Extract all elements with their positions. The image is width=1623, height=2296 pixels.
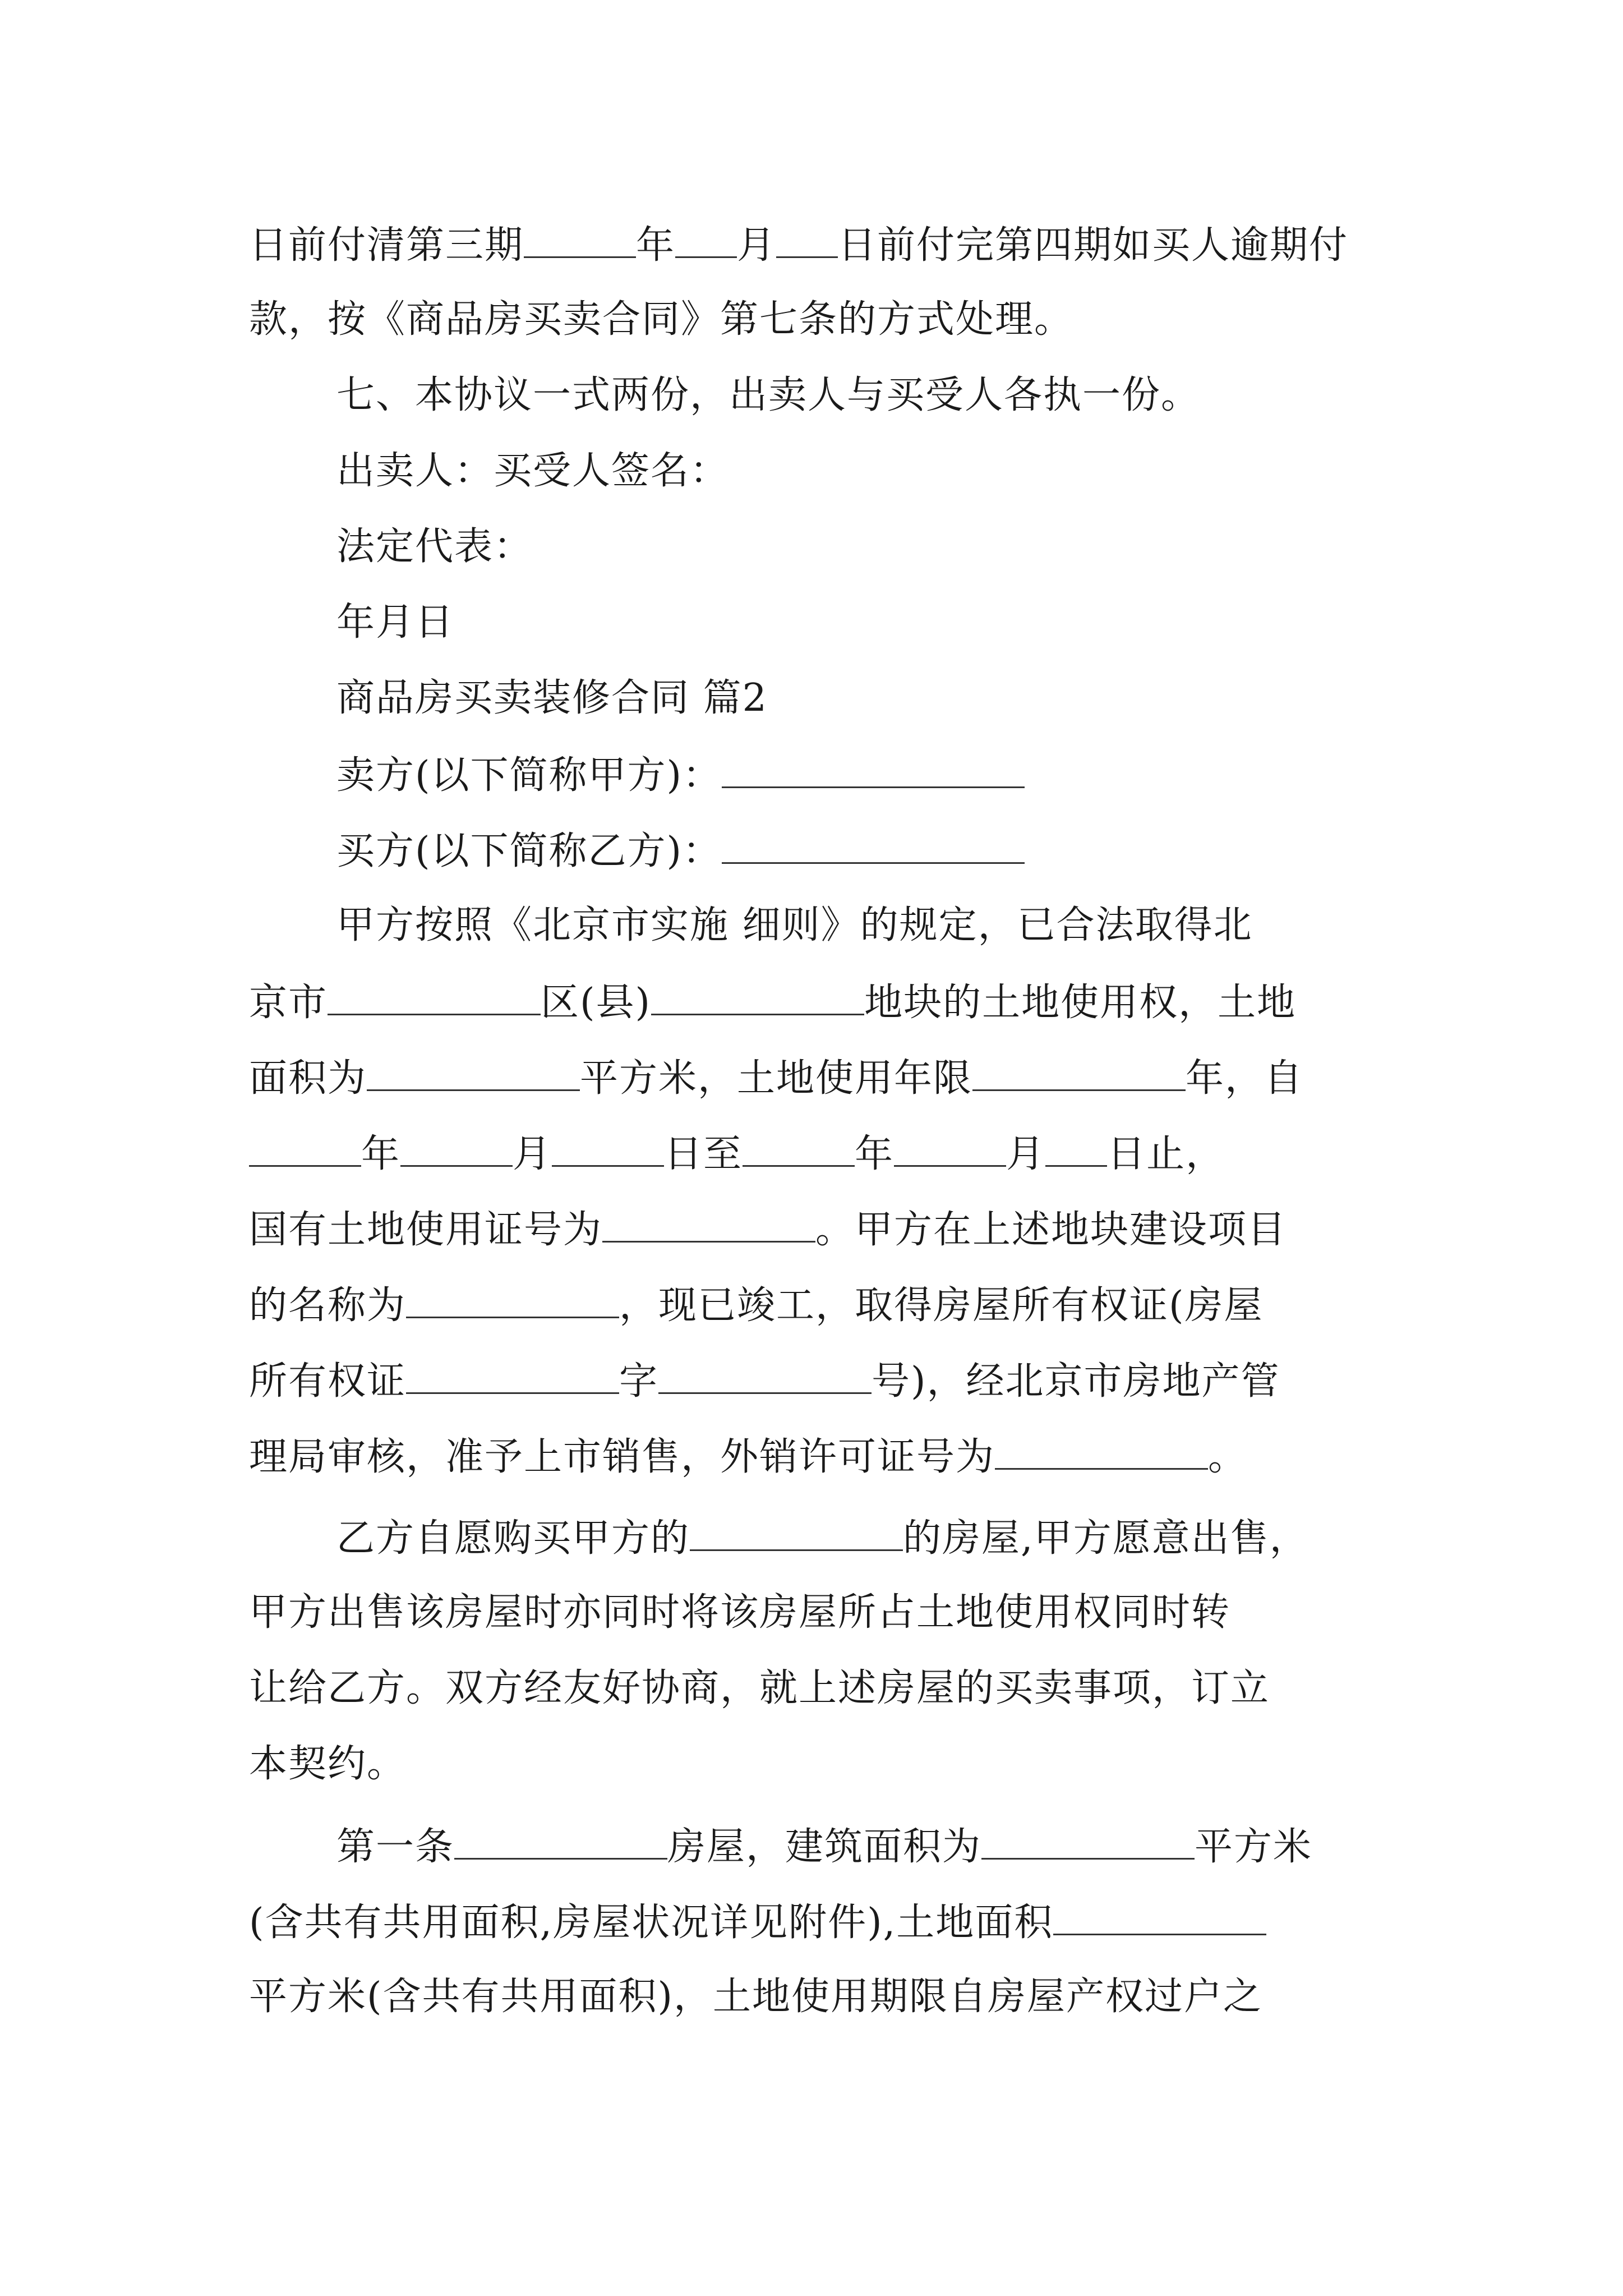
text-line: 让给乙方。双方经友好协商，就上述房屋的买卖事项，订立 xyxy=(249,1666,1270,1710)
blank-field xyxy=(972,1055,1186,1091)
text-line: 第一条 房屋，建筑面积为 平方米 xyxy=(336,1823,1385,1868)
blank-field xyxy=(995,1433,1208,1470)
blank-field xyxy=(894,1130,1006,1167)
text-line: 本契约。 xyxy=(249,1742,407,1786)
text-line: 年 月 日至 年 月 日止， xyxy=(249,1130,1382,1175)
text-line: 面积为 平方米，土地使用年限 年，自 xyxy=(249,1055,1382,1099)
text-line: 日前付清第三期 年 月 日前付完第四期如买人逾期付 xyxy=(249,222,1382,266)
signature-line: 出卖人：买受人签名： xyxy=(336,449,730,493)
text-line: 乙方自愿购买甲方的 的房屋,甲方愿意出售， xyxy=(336,1515,1385,1559)
blank-field xyxy=(690,1515,903,1551)
blank-field xyxy=(776,222,838,258)
blank-field xyxy=(406,1358,619,1394)
text-line: 国有土地使用证号为 。甲方在上述地块建设项目 xyxy=(249,1206,1382,1251)
text-line: 款，按《商品房买卖合同》第七条的方式处理。 xyxy=(249,297,1074,342)
blank-field xyxy=(367,1055,580,1091)
blank-field xyxy=(1045,1130,1107,1167)
blank-field xyxy=(524,222,636,258)
blank-field xyxy=(454,1823,667,1860)
text-line: 甲方按照《北京市实施 细则》的规定，已合法取得北 xyxy=(336,903,1253,947)
date-line: 年月日 xyxy=(336,600,455,645)
blank-field xyxy=(602,1206,815,1243)
text-line: 平方米(含共有共用面积)，土地使用期限自房屋产权过户之 xyxy=(249,1975,1263,2019)
section-title: 商品房买卖装修合同 篇2 xyxy=(336,676,768,720)
blank-field xyxy=(722,827,1025,864)
blank-field xyxy=(552,1130,664,1167)
blank-field xyxy=(981,1823,1195,1860)
text-line: 京市 区(县) 地块的土地使用权，土地 xyxy=(249,979,1382,1024)
buyer-line: 买方(以下简称乙方)： xyxy=(336,827,1385,872)
blank-field xyxy=(651,979,864,1015)
blank-field xyxy=(675,222,737,258)
blank-field xyxy=(249,1130,361,1167)
text-line: 甲方出售该房屋时亦同时将该房屋所占土地使用权同时转 xyxy=(249,1590,1231,1635)
text-line: 七、本协议一式两份，出卖人与买受人各执一份。 xyxy=(336,373,1201,417)
signature-line: 法定代表： xyxy=(336,524,533,569)
text-line: 理局审核，准予上市销售，外销许可证号为 。 xyxy=(249,1433,1382,1478)
blank-field xyxy=(400,1130,513,1167)
text-line: 的名称为 ，现已竣工，取得房屋所有权证(房屋 xyxy=(249,1282,1382,1327)
blank-field xyxy=(1053,1899,1266,1935)
blank-field xyxy=(658,1358,872,1394)
blank-field xyxy=(722,752,1025,788)
blank-field xyxy=(328,979,541,1015)
text-line: (含共有共用面积,房屋状况详见附件),土地面积 xyxy=(249,1899,1382,1944)
seller-line: 卖方(以下简称甲方)： xyxy=(336,752,1385,797)
text-line: 所有权证 字 号)，经北京市房地产管 xyxy=(249,1358,1382,1402)
blank-field xyxy=(743,1130,855,1167)
blank-field xyxy=(406,1282,619,1318)
